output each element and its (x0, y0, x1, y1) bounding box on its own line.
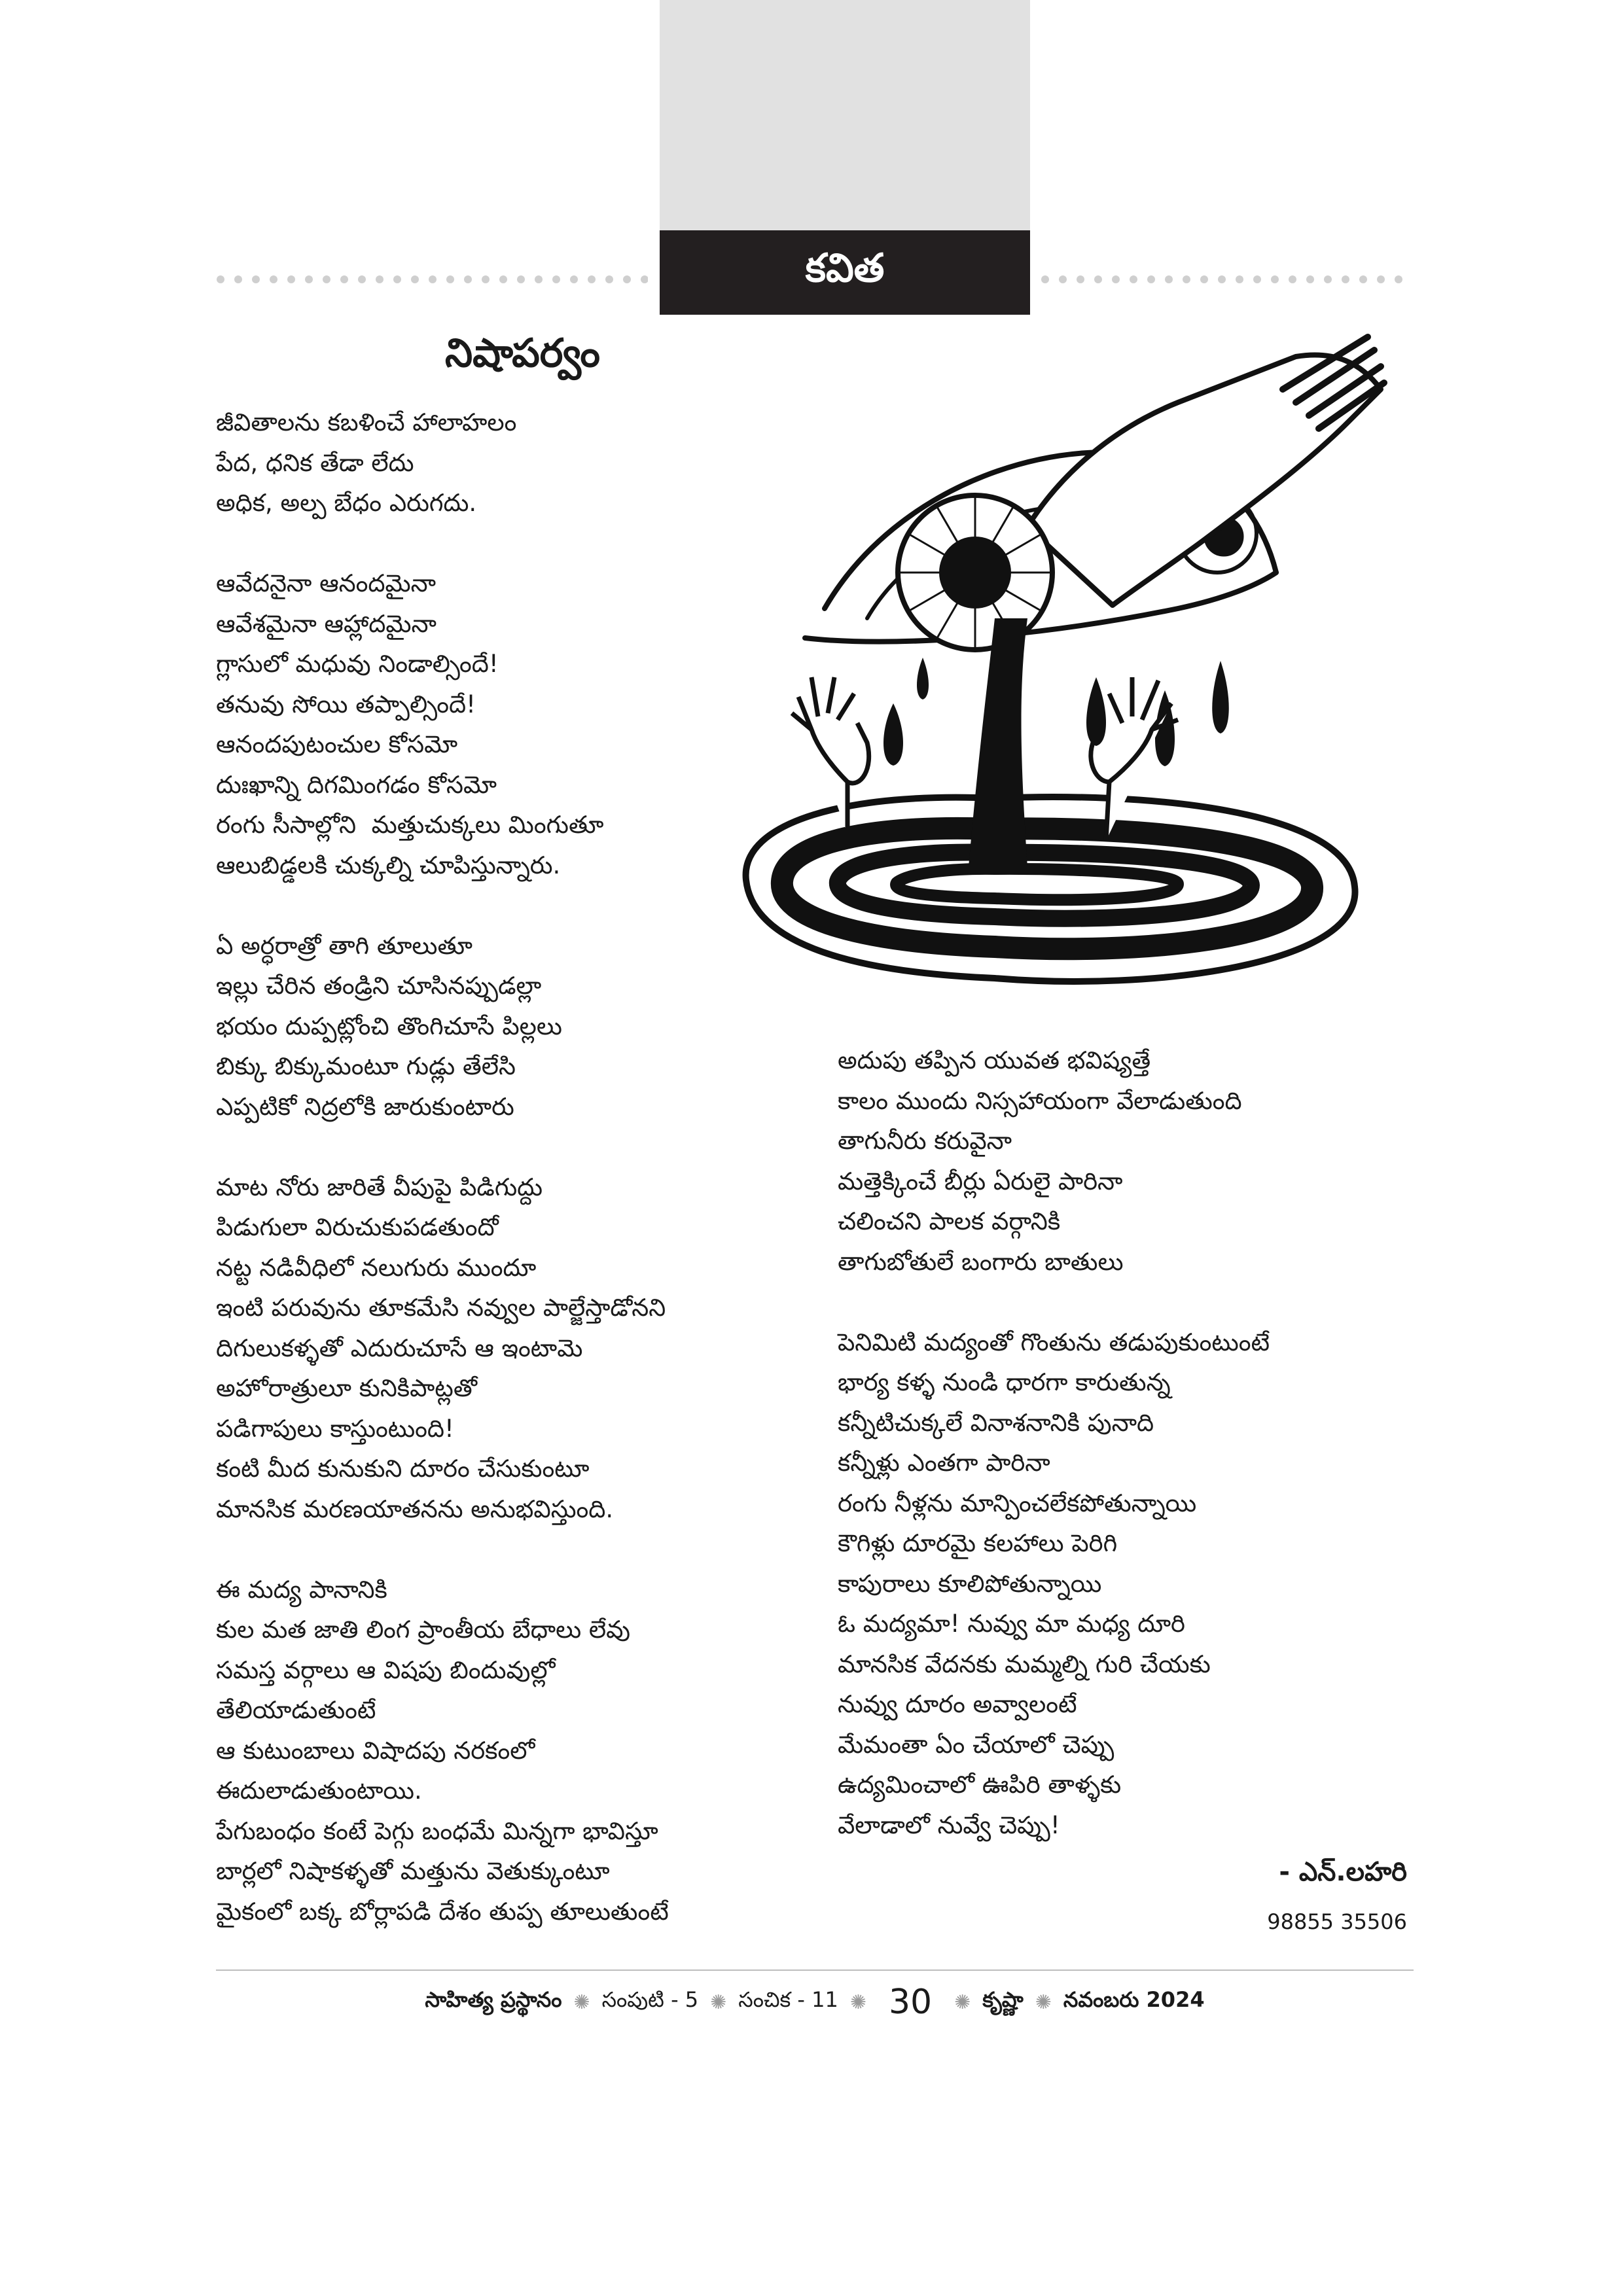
poem-line: తాగునీరు కరువైనా (838, 1127, 1012, 1155)
poem-author: - ఎన్.లహరి (1279, 1857, 1407, 1887)
rule-dot (1165, 275, 1173, 283)
poem-title: నిషాపర్వం (445, 330, 600, 376)
poem-line: బార్లలో నిషాకళ్ళతో మత్తును వెతుక్కుంటూ (216, 1857, 610, 1885)
section-label: కవిత (805, 245, 885, 291)
poem-line: ఆవేదనైనా ఆనందమైనా (216, 569, 437, 597)
poem-line: సమస్త వర్గాలు ఆ విషపు బిందువుల్లో (216, 1655, 556, 1684)
footer-issue: సంచిక - 11 (738, 1987, 838, 2012)
rule-dot (393, 275, 401, 283)
footer-volume: సంపుటి - 5 (601, 1987, 699, 2012)
poem-line: ఆలుబిడ్డలకి చుక్కల్ని చూపిస్తున్నారు. (216, 851, 561, 879)
footer-separator-icon: ✺ (954, 1990, 971, 2014)
footer-separator-icon: ✺ (710, 1990, 727, 2014)
poem-line: మానసిక వేదనకు మమ్మల్ని గురి చేయకు (838, 1650, 1211, 1678)
poem-line: అదుపు తప్పిన యువత భవిష్యత్తే (838, 1046, 1151, 1074)
poem-line: ఇల్లు చేరిన తండ్రిని చూసినప్పుడల్లా (216, 972, 542, 1000)
rule-dot (305, 275, 313, 283)
rule-dot (287, 275, 295, 283)
dotted-rule-right (1041, 275, 1414, 284)
rule-dot (1041, 275, 1049, 283)
rule-dot (1342, 275, 1349, 283)
footer-separator-icon: ✺ (573, 1990, 590, 2014)
poem-line: పేద, ధనిక తేడా లేదు (216, 448, 414, 477)
rule-dot (1200, 275, 1208, 283)
rule-dot (464, 275, 472, 283)
rule-dot (1236, 275, 1243, 283)
eye-illustration (720, 311, 1407, 1011)
page-footer (216, 1976, 1414, 2028)
rule-dot (1253, 275, 1261, 283)
rule-dot (1395, 275, 1402, 283)
rule-dot (1183, 275, 1190, 283)
poem-stanza (838, 1322, 1270, 1846)
poem-line: మాట నోరు జారితే వీపుపై పిడిగుద్దు (216, 1173, 543, 1201)
poem-line: కుల మత జాతి లింగ ప్రాంతీయ బేధాలు లేవు (216, 1616, 631, 1644)
poem-line: ఏ అర్ధరాత్రో తాగి తూలుతూ (216, 931, 473, 960)
poem-line: అహోరాత్రులూ కునికిపాట్లతో (216, 1374, 477, 1402)
poem-line: రంగు నీళ్లను మాన్పించలేకపోతున్నాయి (838, 1489, 1197, 1517)
poem-stanza (838, 1040, 1270, 1282)
poem-line: భయం దుప్పట్లోంచి తొంగిచూసే పిల్లలు (216, 1012, 562, 1040)
poem-line: ఉద్యమించాలో ఊపిరి తాళ్ళకు (838, 1771, 1122, 1799)
rule-dot (411, 275, 419, 283)
poem-line: నువ్వు దూరం అవ్వాలంటే (838, 1690, 1077, 1718)
rule-dot (1324, 275, 1332, 283)
footer-separator-icon: ✺ (1035, 1990, 1052, 2014)
rule-dot (323, 275, 330, 283)
poem-stanza (216, 402, 669, 523)
rule-dot (1147, 275, 1155, 283)
rule-dot (217, 275, 224, 283)
poem-line: కౌగిళ్లు దూరమై కలహాలు పెరిగి (838, 1529, 1118, 1557)
poem-line: దిగులుకళ్ళతో ఎదురుచూసే ఆ ఇంటామె (216, 1333, 583, 1362)
rule-dot (1094, 275, 1102, 283)
rule-dot (1077, 275, 1084, 283)
poem-line: పడిగాపులు కాస్తుంటుంది! (216, 1414, 454, 1443)
footer-date: నవంబరు 2024 (1063, 1987, 1205, 2012)
rule-dot (429, 275, 437, 283)
poem-line: బిక్కు బిక్కుమంటూ గుడ్లు తేలేసి (216, 1052, 516, 1080)
rule-dot (446, 275, 454, 283)
rule-dot (517, 275, 525, 283)
rule-dot (552, 275, 560, 283)
rule-dot (1306, 275, 1314, 283)
poem-line: ఈదులాడుతుంటాయి. (216, 1776, 422, 1805)
poem-line: భార్య కళ్ళ నుండి ధారగా కారుతున్న (838, 1368, 1171, 1396)
footer-rule (216, 1969, 1414, 1971)
poem-line: కన్నీటిచుక్కలే వినాశనానికి పునాది (838, 1408, 1154, 1437)
author-phone: 98855 35506 (1267, 1909, 1407, 1934)
poem-line: మత్తెక్కించే బీర్లు ఏరులై పారినా (838, 1167, 1123, 1195)
rule-dot (358, 275, 366, 283)
poem-line: ఆవేశమైనా ఆహ్లాదమైనా (216, 609, 437, 638)
poem-line: ఆ కుటుంబాలు విషాదపు నరకంలో (216, 1736, 535, 1765)
poem-line: తనువు సోయి తప్పాల్సిందే! (216, 690, 476, 718)
rule-dot (570, 275, 578, 283)
poem-line: ఎప్పటికో నిద్రలోకి జారుకుంటారు (216, 1092, 514, 1121)
footer-edition: కృష్ణా (982, 1987, 1024, 2012)
poem-line: అధిక, అల్ప బేధం ఎరుగదు. (216, 489, 477, 517)
poem-line: కంటి మీద కునుకుని దూరం చేసుకుంటూ (216, 1455, 590, 1483)
poem-line: ఈ మద్య పానానికి (216, 1575, 387, 1604)
rule-dot (252, 275, 260, 283)
poem-stanza (216, 563, 669, 885)
poem-line: కన్నీళ్లు ఎంతగా పారినా (838, 1449, 1050, 1477)
footer-page-number: 30 (888, 1983, 933, 2022)
poem-stanza (216, 926, 669, 1127)
rule-dot (641, 275, 648, 283)
rule-dot (1218, 275, 1226, 283)
rule-dot (1130, 275, 1137, 283)
rule-dot (1112, 275, 1120, 283)
poem-line: నట్ట నడివీధిలో నలుగురు ముందూ (216, 1253, 537, 1282)
poem-line: రంగు సీసాల్లోని మత్తుచుక్కలు మింగుతూ (216, 811, 604, 839)
rule-dot (535, 275, 543, 283)
rule-dot (482, 275, 490, 283)
poem-line: ఇంటి పరువును తూకమేసి నవ్వుల పాల్జేస్తాడోనని (216, 1294, 666, 1322)
dotted-rule-left (216, 275, 648, 284)
rule-dot (623, 275, 631, 283)
poem-line: పెనిమిటి మద్యంతో గొంతును తడుపుకుంటుంటే (838, 1328, 1270, 1356)
rule-dot (376, 275, 383, 283)
rule-dot (1289, 275, 1296, 283)
poem-line: ఓ మద్యమా! నువ్వు మా మధ్య దూరి (838, 1610, 1185, 1638)
poem-line: మానసిక మరణయాతనను అనుభవిస్తుంది. (216, 1494, 614, 1523)
poem-line: ఆనందపుటంచుల కోసమో (216, 730, 458, 758)
poem-line: తేలియాడుతుంటే (216, 1696, 376, 1724)
poem-line: చలించని పాలక వర్గానికి (838, 1207, 1061, 1235)
rule-dot (499, 275, 507, 283)
poem-line: పిడుగులా విరుచుకుపడతుందో (216, 1213, 499, 1241)
section-tab (660, 230, 1030, 315)
header-grey-block (660, 0, 1030, 230)
rule-dot (1377, 275, 1385, 283)
footer-magazine: సాహిత్య ప్రస్థానం (425, 1987, 562, 2012)
poem-line: మేమంతా ఏం చేయాలో చెప్పు (838, 1730, 1115, 1759)
rule-dot (340, 275, 348, 283)
poem-line: వేలాడాలో నువ్వే చెప్పు! (838, 1810, 1060, 1839)
poem-stanza (216, 1570, 669, 1932)
poem-line: దుఃఖాన్ని దిగమింగడం కోసమో (216, 770, 497, 799)
poem-line: జీవితాలను కబళించే హాలాహలం (216, 408, 517, 436)
rule-dot (605, 275, 613, 283)
rule-dot (1271, 275, 1279, 283)
poem-line: కాపురాలు కూలిపోతున్నాయి (838, 1569, 1102, 1598)
rule-dot (588, 275, 596, 283)
poem-line: పేగుబంధం కంటే పెగ్గు బంధమే మిన్నగా భావిస్తూ (216, 1816, 658, 1845)
rule-dot (1059, 275, 1067, 283)
rule-dot (1359, 275, 1367, 283)
poem-line: కాలం ముందు నిస్సహాయంగా వేలాడుతుంది (838, 1086, 1242, 1115)
poem-left-column (216, 402, 669, 1932)
rule-dot (270, 275, 277, 283)
footer-separator-icon: ✺ (849, 1990, 866, 2014)
poem-stanza (216, 1167, 669, 1530)
poem-right-column (838, 1040, 1270, 1845)
poem-line: గ్లాసులో మధువు నిండాల్సిందే! (216, 650, 499, 678)
poem-line: మైకంలో బక్క బోర్లాపడి దేశం తుప్ప తూలుతుంటే (216, 1897, 669, 1926)
poem-line: తాగుబోతులే బంగారు బాతులు (838, 1247, 1124, 1276)
rule-dot (234, 275, 242, 283)
